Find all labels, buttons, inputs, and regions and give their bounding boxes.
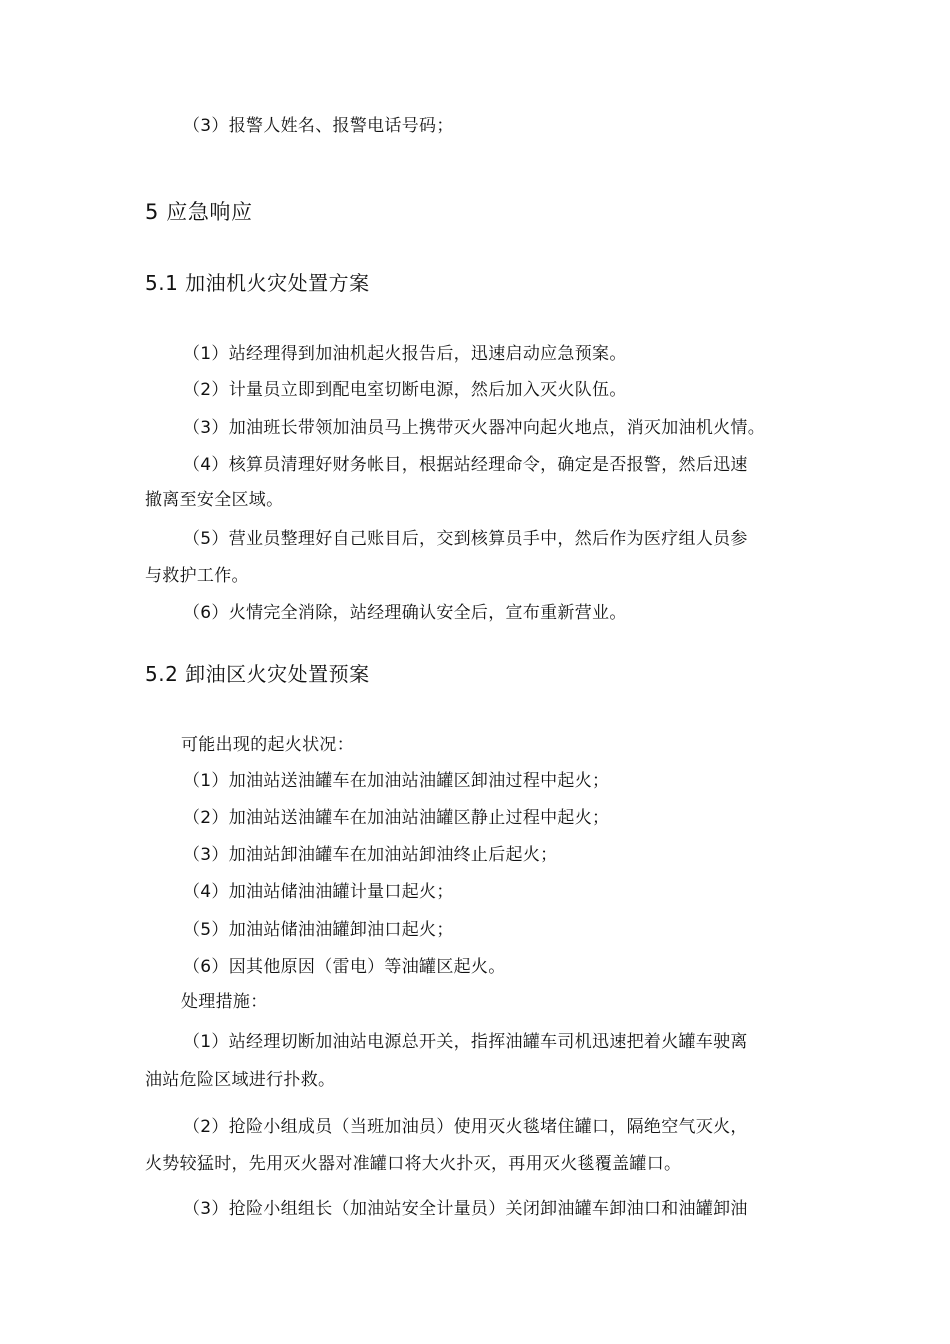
s51-item-3: （3）加油班长带领加油员马上携带灭火器冲向起火地点，消灭加油机火情。 [183, 418, 766, 438]
s52-measure-1-cont: 油站危险区域进行扑救。 [145, 1070, 336, 1090]
s52-situation-3: （3）加油站卸油罐车在加油站卸油终止后起火； [183, 845, 558, 865]
s52-situation-1: （1）加油站送油罐车在加油站油罐区卸油过程中起火； [183, 771, 610, 791]
s52-measure-2: （2）抢险小组成员（当班加油员）使用灭火毯堵住罐口，隔绝空气灭火， [183, 1117, 748, 1137]
s51-item-4: （4）核算员清理好财务帐目，根据站经理命令，确定是否报警，然后迅速 [183, 455, 748, 475]
s51-item-1: （1）站经理得到加油机起火报告后，迅速启动应急预案。 [183, 344, 627, 364]
s52-measure-2-cont: 火势较猛时，先用灭火器对准罐口将大火扑灭，再用灭火毯覆盖罐口。 [145, 1154, 682, 1174]
s51-item-5-cont: 与救护工作。 [145, 566, 249, 586]
s51-item-6: （6）火情完全消除，站经理确认安全后，宣布重新营业。 [183, 603, 627, 623]
s51-item-2: （2）计量员立即到配电室切断电源，然后加入灭火队伍。 [183, 380, 627, 400]
section-5-1-heading: 5.1 加油机火灾处置方案 [145, 271, 370, 295]
s51-item-5: （5）营业员整理好自己账目后，交到核算员手中，然后作为医疗组人员参 [183, 529, 748, 549]
s52-situation-2: （2）加油站送油罐车在加油站油罐区静止过程中起火； [183, 808, 610, 828]
s52-measure-1: （1）站经理切断加油站电源总开关，指挥油罐车司机迅速把着火罐车驶离 [183, 1032, 748, 1052]
intro-item-3: （3）报警人姓名、报警电话号码； [183, 116, 454, 136]
section-5-heading: 5 应急响应 [145, 200, 253, 224]
s52-measures-label: 处理措施： [181, 992, 268, 1012]
s52-situations-label: 可能出现的起火状况： [181, 735, 354, 755]
s52-situation-6: （6）因其他原因（雷电）等油罐区起火。 [183, 957, 506, 977]
s51-item-4-cont: 撤离至安全区域。 [145, 490, 284, 510]
s52-situation-4: （4）加油站储油油罐计量口起火； [183, 882, 454, 902]
section-5-2-heading: 5.2 卸油区火灾处置预案 [145, 662, 370, 686]
s52-measure-3: （3）抢险小组组长（加油站安全计量员）关闭卸油罐车卸油口和油罐卸油 [183, 1199, 748, 1219]
s52-situation-5: （5）加油站储油油罐卸油口起火； [183, 920, 454, 940]
